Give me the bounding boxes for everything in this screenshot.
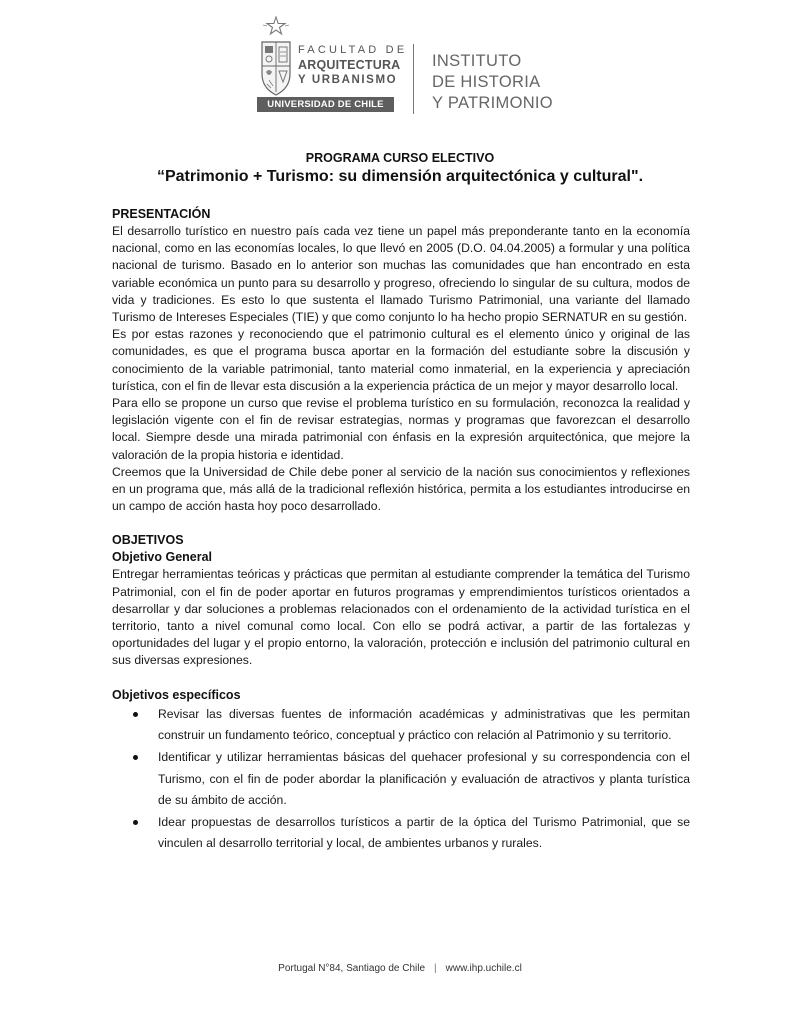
presentacion-paragraph: Para ello se propone un curso que revise el problema turístico en su formulación, reconozca la realidad y legislación vigente con el fin de revisar estrategias, normas y programas que favorezcan el desarrollo local. Siempre desde una mirada patrimonial con énfasis en la expresión arquitectónica, que mejore la valoración de la propia historia e identidad. (112, 396, 690, 462)
document-footer (0, 963, 800, 974)
objetivos-especificos-heading: Objetivos específicos (112, 687, 241, 702)
spacer (112, 515, 690, 532)
presentacion-paragraph: Es por estas razones y reconociendo que el patrimonio cultural es el elemento único y original de las comunidades, es que el programa busca aportar en la formación del estudiante sobre la discusión y conocimiento de la variable patrimonial, tanto material como inmaterial, en la experiencia y apreciación turística, con el fin de llevar esta discusión a la experiencia práctica de un mejor y mayor desarrollo local. (112, 327, 690, 393)
objetivos-heading: OBJETIVOS (112, 533, 184, 548)
faculty-name (298, 43, 408, 88)
list-item-text: Idear propuestas de desarrollos turísticos a partir de la óptica del Turismo Patrimonial, que se vinculen al desarrollo territorial y local, de ambientes urbanos y rurales. (158, 815, 690, 851)
list-item (112, 747, 690, 811)
faculty-line: FACULTAD DE (298, 44, 408, 56)
bullet-icon (133, 712, 138, 717)
list-item (112, 812, 690, 855)
document-body (112, 206, 690, 856)
institute-line: Y PATRIMONIO (432, 94, 553, 112)
list-item-text: Identificar y utilizar herramientas básicas del quehacer profesional y su correspondencia con el Turismo, con el fin de poder abordar la planificación y evaluación de atractivos y planta turística de su ámbito de acción. (158, 750, 690, 807)
bullet-icon (133, 820, 138, 825)
institute-line: DE HISTORIA (432, 73, 541, 91)
institute-line: INSTITUTO (432, 52, 522, 70)
logo-divider (413, 44, 414, 114)
faculty-line: Y URBANISMO (298, 74, 398, 86)
document-header (0, 0, 800, 120)
list-item-text: Revisar las diversas fuentes de información académicas y administrativas que les permitan construir un fundamento teórico, conceptual y práctico con relación al Patrimonio y su territorio. (158, 706, 690, 742)
university-name-bar: UNIVERSIDAD DE CHILE (257, 97, 394, 112)
objetivos-especificos-list (112, 704, 690, 855)
presentacion-heading: PRESENTACIÓN (112, 207, 211, 221)
program-label: PROGRAMA CURSO ELECTIVO (305, 151, 495, 165)
footer-separator: | (434, 963, 437, 974)
spacer (112, 670, 690, 687)
institute-name (432, 51, 553, 114)
list-item (112, 704, 690, 747)
presentacion-paragraph: El desarrollo turístico en nuestro país cada vez tiene un papel más preponderante tanto en la economía nacional, como en las economías locales, lo que llevó en 2005 (D.O. 04.04.2005) a formular y una política nacional de turismo. Basado en lo anterior son muchas las comunidades que han encontrado en esta variable económica un punto para su desarrollo y progreso, ofreciendo lo singular de su cultura, modos de vida y tradiciones. Es esto lo que sustenta el llamado Turismo Patrimonial, una variante del llamado Turismo de Intereses Especiales (TIE) y que como conjunto lo ha hecho propio SERNATUR en su gestión. (112, 224, 690, 325)
objetivo-general-text: Entregar herramientas teóricas y prácticas que permitan al estudiante comprender la temática del Turismo Patrimonial, con el fin de poder aportar en futuros programas y emprendimientos turísticos orientados a desarrollar y dar soluciones a problemas relacionados con el ordenamiento de la actividad turística en el territorio, tanto a nivel comunal como local. Con ello se podrá activar, a partir de las fortalezas y oportunidades del lugar y el propio entorno, la valoración, protección e inclusión del patrimonio cultural en sus diversas expresiones. (112, 567, 690, 668)
course-title: “Patrimonio + Turismo: su dimensión arquitectónica y cultural". (156, 168, 644, 185)
presentacion-paragraph: Creemos que la Universidad de Chile debe poner al servicio de la nación sus conocimientos y reflexiones en un programa que, más allá de la tradicional reflexión histórica, permita a los estudiantes introducirse en un campo de acción hasta hoy poco desarrollado. (112, 464, 690, 514)
footer-address: Portugal N°84, Santiago de Chile (278, 963, 426, 974)
faculty-line: ARQUITECTURA (298, 58, 401, 72)
bullet-icon (133, 755, 138, 760)
university-crest-icon (259, 16, 293, 98)
footer-website-link[interactable]: www.ihp.uchile.cl (445, 963, 522, 974)
objetivo-general-heading: Objetivo General (112, 550, 213, 565)
